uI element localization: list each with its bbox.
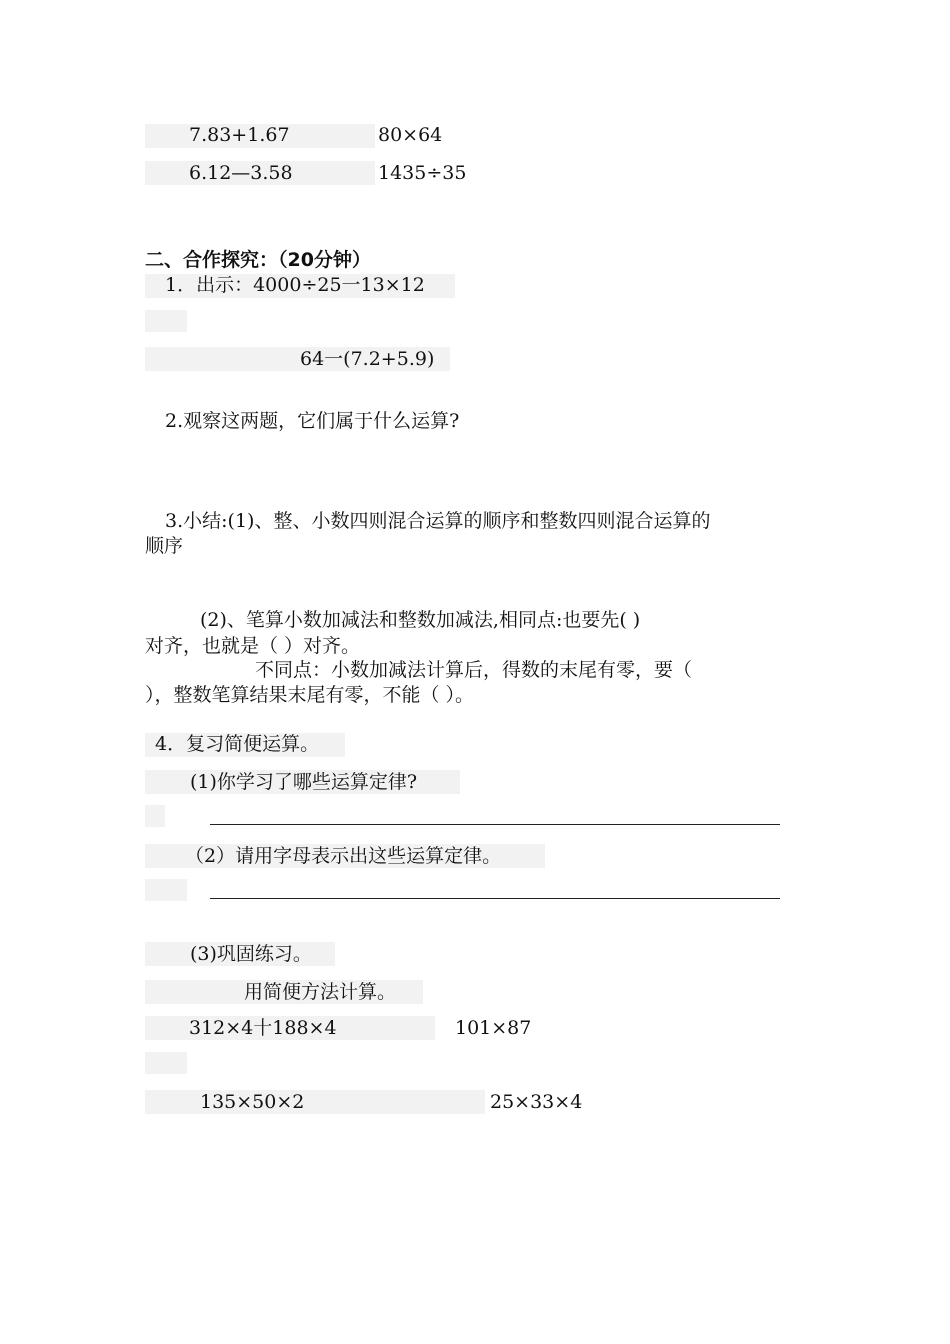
item4-q2: （2）请用字母表示出这些运算定律。 [185,845,502,867]
item2-text: 2.观察这两题，它们属于什么运算? [165,410,460,432]
spacer-block-4 [145,1052,187,1074]
calc-expr-1: 312×4十188×4 [189,1017,337,1039]
answer-line-2 [210,898,780,899]
spacer-block-1 [145,310,187,332]
warmup-expr-2: 80×64 [378,124,443,146]
warmup-expr-3: 6.12—3.58 [189,162,293,184]
calc-expr-4: 25×33×4 [490,1091,583,1113]
item3b-line2: 对齐，也就是（ ）对齐。 [145,635,361,657]
warmup-expr-1: 7.83+1.67 [189,124,290,146]
item4-heading: 4．复习简便运算。 [155,733,320,755]
item4-q3: (3)巩固练习。 [190,943,312,965]
item3c-line1: 不同点：小数加减法计算后，得数的末尾有零，要（ [255,659,693,681]
calc-expr-2: 101×87 [455,1017,532,1039]
item3b-line1: (2)、笔算小数加减法和整数加减法,相同点:也要先( ) [200,609,641,631]
item1-text: 1．出示：4000÷25一13×12 [165,274,425,296]
calc-expr-3: 135×50×2 [200,1091,305,1113]
item4-q1: (1)你学习了哪些运算定律? [190,771,418,793]
item3c-line2: ），整数笔算结果末尾有零，不能（ ）。 [145,684,475,706]
item1-expr2: 64一(7.2+5.9) [300,348,435,370]
item3-line2: 顺序 [145,535,184,557]
warmup-expr-4: 1435÷35 [378,162,467,184]
item4-instruction: 用简便方法计算。 [244,981,397,1003]
answer-line-1 [210,824,780,825]
item3-line1: 3.小结:(1)、整、小数四则混合运算的顺序和整数四则混合运算的 [165,510,711,532]
spacer-block-3 [145,879,187,901]
section-heading: 二、合作探究：（20分钟） [145,249,371,271]
calc-row-2-bg [145,1090,485,1114]
spacer-block-2 [145,805,165,827]
